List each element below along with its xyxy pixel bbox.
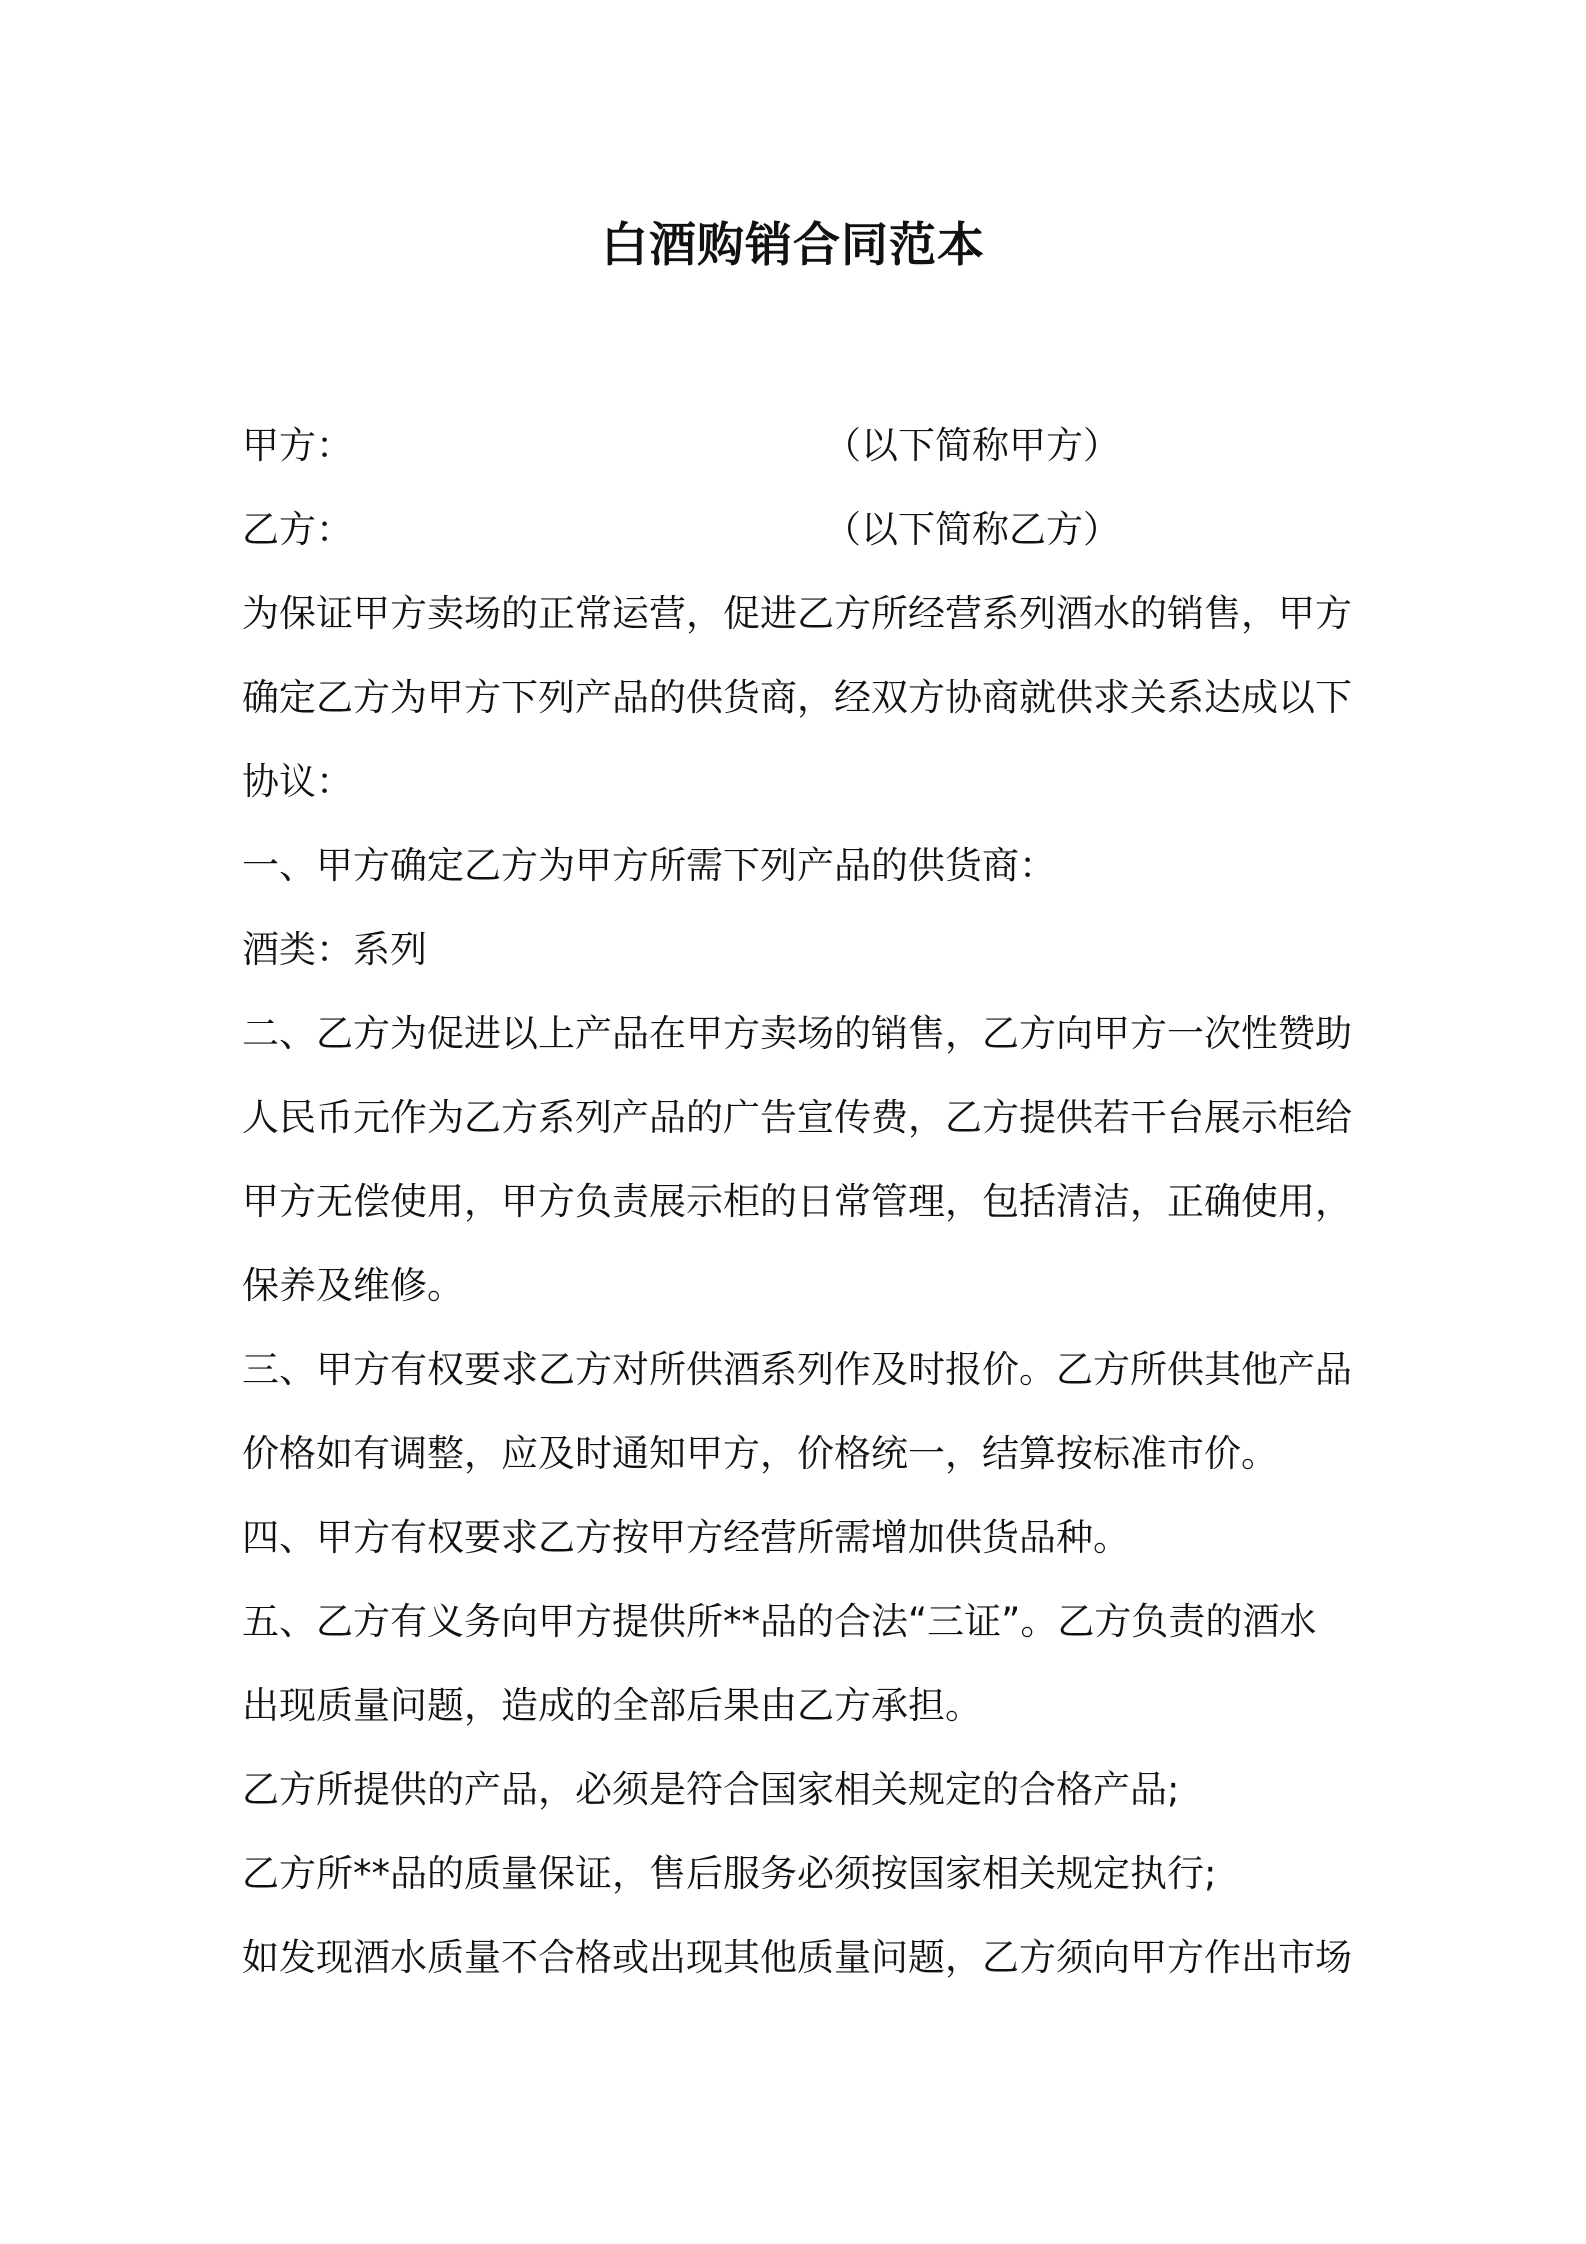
preamble-line-2: 确定乙方为甲方下列产品的供货商，经双方协商就供求关系达成以下: [242, 676, 1352, 719]
quality-requirement-line-1: 乙方所提供的产品，必须是符合国家相关规定的合格产品;: [242, 1768, 1180, 1811]
clause-2-line-4: 保养及维修。: [242, 1264, 464, 1307]
clause-3-line-1: 三、甲方有权要求乙方对所供酒系列作及时报价。乙方所供其他产品: [242, 1348, 1352, 1391]
product-category-line: 酒类：系列: [242, 928, 427, 971]
clause-5-line-2: 出现质量问题，造成的全部后果由乙方承担。: [242, 1684, 982, 1727]
contract-body: [242, 404, 1362, 2000]
clause-5-line-1: 五、乙方有义务向甲方提供所**品的合法“三证”。乙方负责的酒水: [242, 1600, 1317, 1643]
quality-requirement-line-2: 乙方所**品的质量保证，售后服务必须按国家相关规定执行;: [242, 1852, 1217, 1895]
party-a-label: 甲方：: [242, 424, 353, 467]
clause-2-line-2: 人民币元作为乙方系列产品的广告宣传费，乙方提供若干台展示柜给: [242, 1096, 1352, 1139]
party-b-note: （以下简称乙方）: [824, 508, 1120, 551]
clause-3-line-2: 价格如有调整，应及时通知甲方，价格统一，结算按标准市价。: [242, 1432, 1278, 1475]
quality-requirement-line-3: 如发现酒水质量不合格或出现其他质量问题，乙方须向甲方作出市场: [242, 1936, 1352, 1979]
party-b-label: 乙方：: [242, 508, 353, 551]
party-a-note: （以下简称甲方）: [824, 424, 1120, 467]
preamble-line-3: 协议：: [242, 760, 353, 803]
document-title: 白酒购销合同范本: [601, 218, 985, 273]
clause-2-line-1: 二、乙方为促进以上产品在甲方卖场的销售，乙方向甲方一次性赞助: [242, 1012, 1352, 1055]
clause-1-line-1: 一、甲方确定乙方为甲方所需下列产品的供货商：: [242, 844, 1056, 887]
clause-4-line-1: 四、甲方有权要求乙方按甲方经营所需增加供货品种。: [242, 1516, 1130, 1559]
preamble-line-1: 为保证甲方卖场的正常运营，促进乙方所经营系列酒水的销售，甲方: [242, 592, 1352, 635]
party-a-line: [242, 404, 1362, 488]
party-b-line: [242, 488, 1362, 572]
clause-2-line-3: 甲方无偿使用，甲方负责展示柜的日常管理，包括清洁，正确使用，: [242, 1180, 1352, 1223]
